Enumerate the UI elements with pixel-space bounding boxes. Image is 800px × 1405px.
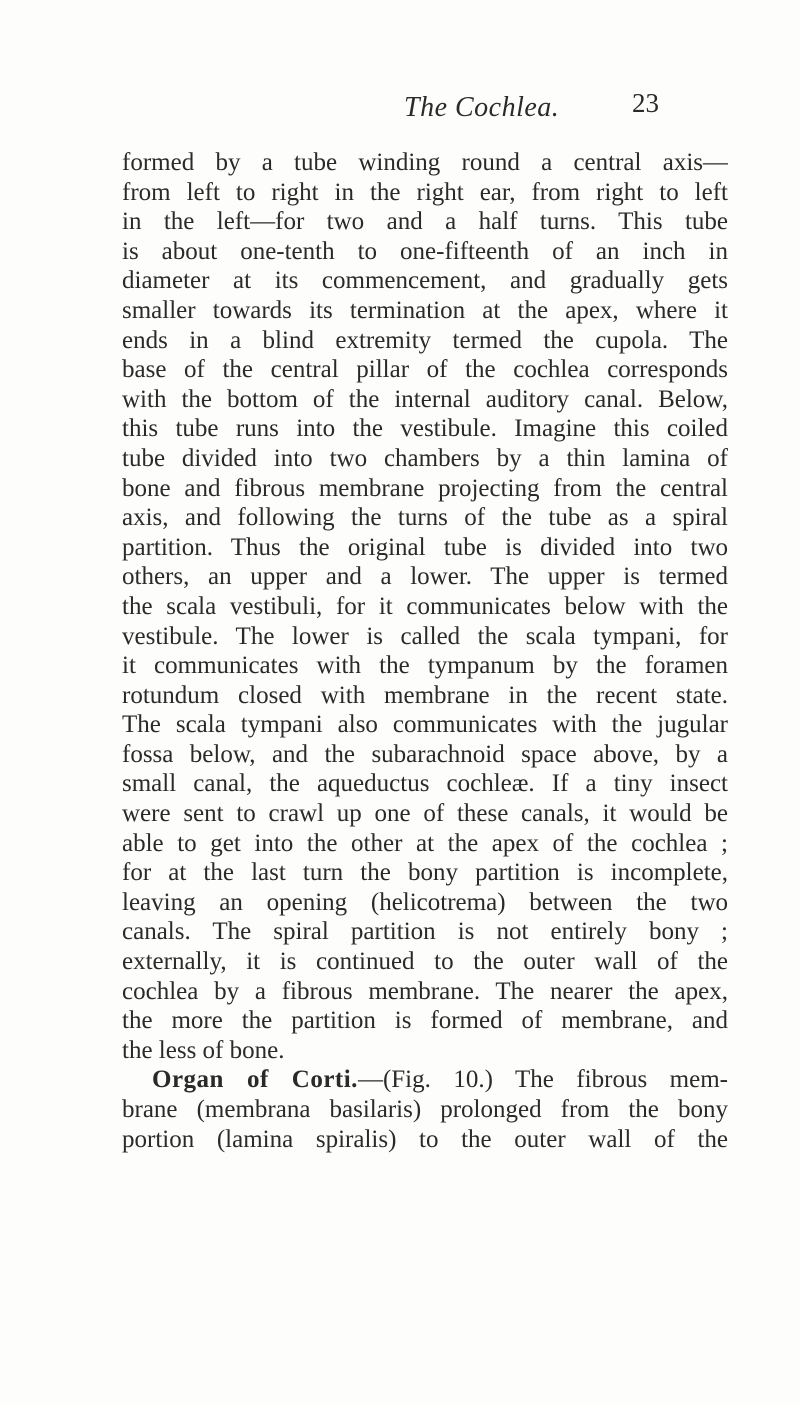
page-number: 23 [632,88,659,118]
text-line: smaller towards its termination at the apex, where it [122,296,728,324]
text-line: the scala vestibuli, for it communicates below with the [122,592,728,620]
text-line: brane (membrana basilaris) prolonged from the bony [122,1096,728,1123]
running-title: The Cochlea. [404,92,560,123]
text-line: ends in a blind extremity termed the cupola. The [122,326,728,354]
paragraph [122,1065,728,1154]
text-line: partition. Thus the original tube is divided into two [122,533,728,561]
text-line: formed by a tube winding round a central axis— [122,149,728,176]
text-line: it communicates with the tympanum by the foramen [122,652,728,680]
text-line: the more the partition is formed of membrane, and [122,1007,728,1035]
text-line: with the bottom of the internal auditory canal. Below, [122,385,728,413]
text-line: from left to right in the right ear, from right to left [122,178,728,206]
text-line: vestibule. The lower is called the scala tympani, for [122,622,728,650]
text-line: small canal, the aqueductus cochleæ. If a tiny insect [122,770,728,798]
text-line: diameter at its commencement, and gradually gets [122,267,728,295]
text-line: fossa below, and the subarachnoid space above, by a [122,740,728,768]
text-line: axis, and following the turns of the tube as a spiral [122,504,728,532]
text-line: externally, it is continued to the outer wall of the [122,948,728,976]
text-line: others, an upper and a lower. The upper is termed [122,563,728,591]
text-line: for at the last turn the bony partition is incomplete, [122,859,728,887]
text-line: cochlea by a fibrous membrane. The nearer the apex, [122,977,728,1005]
text-line: is about one-tenth to one-fifteenth of an inch in [122,237,728,265]
text-line: base of the central pillar of the cochlea corresponds [122,356,728,384]
text-line: bone and fibrous membrane projecting from the central [122,474,728,502]
body-text [122,148,728,1154]
text-run: —(Fig. 10.) The fibrous mem- [357,1066,728,1094]
text-line: able to get into the other at the apex of the cochlea ; [122,829,728,857]
paragraph [122,148,728,1065]
text-line: leaving an opening (helicotrema) between the two [122,888,728,916]
text-line: this tube runs into the vestibule. Imagine this coiled [122,415,728,443]
text-line: tube divided into two chambers by a thin lamina of [122,444,728,472]
text-line: the less of bone. [122,1036,285,1064]
text-line: in the left—for two and a half turns. This tube [122,208,728,236]
text-line: were sent to crawl up one of these canals, it would be [122,800,728,828]
text-line: The scala tympani also communicates with the jugular [122,711,728,739]
section-line [122,1065,728,1095]
text-line: portion (lamina spiralis) to the outer wall of the [122,1125,728,1153]
text-line: canals. The spiral partition is not entirely bony ; [122,918,728,946]
section-heading: Organ of Corti. [152,1066,358,1094]
running-head [0,88,800,132]
text-line: rotundum closed with membrane in the recent state. [122,681,728,709]
